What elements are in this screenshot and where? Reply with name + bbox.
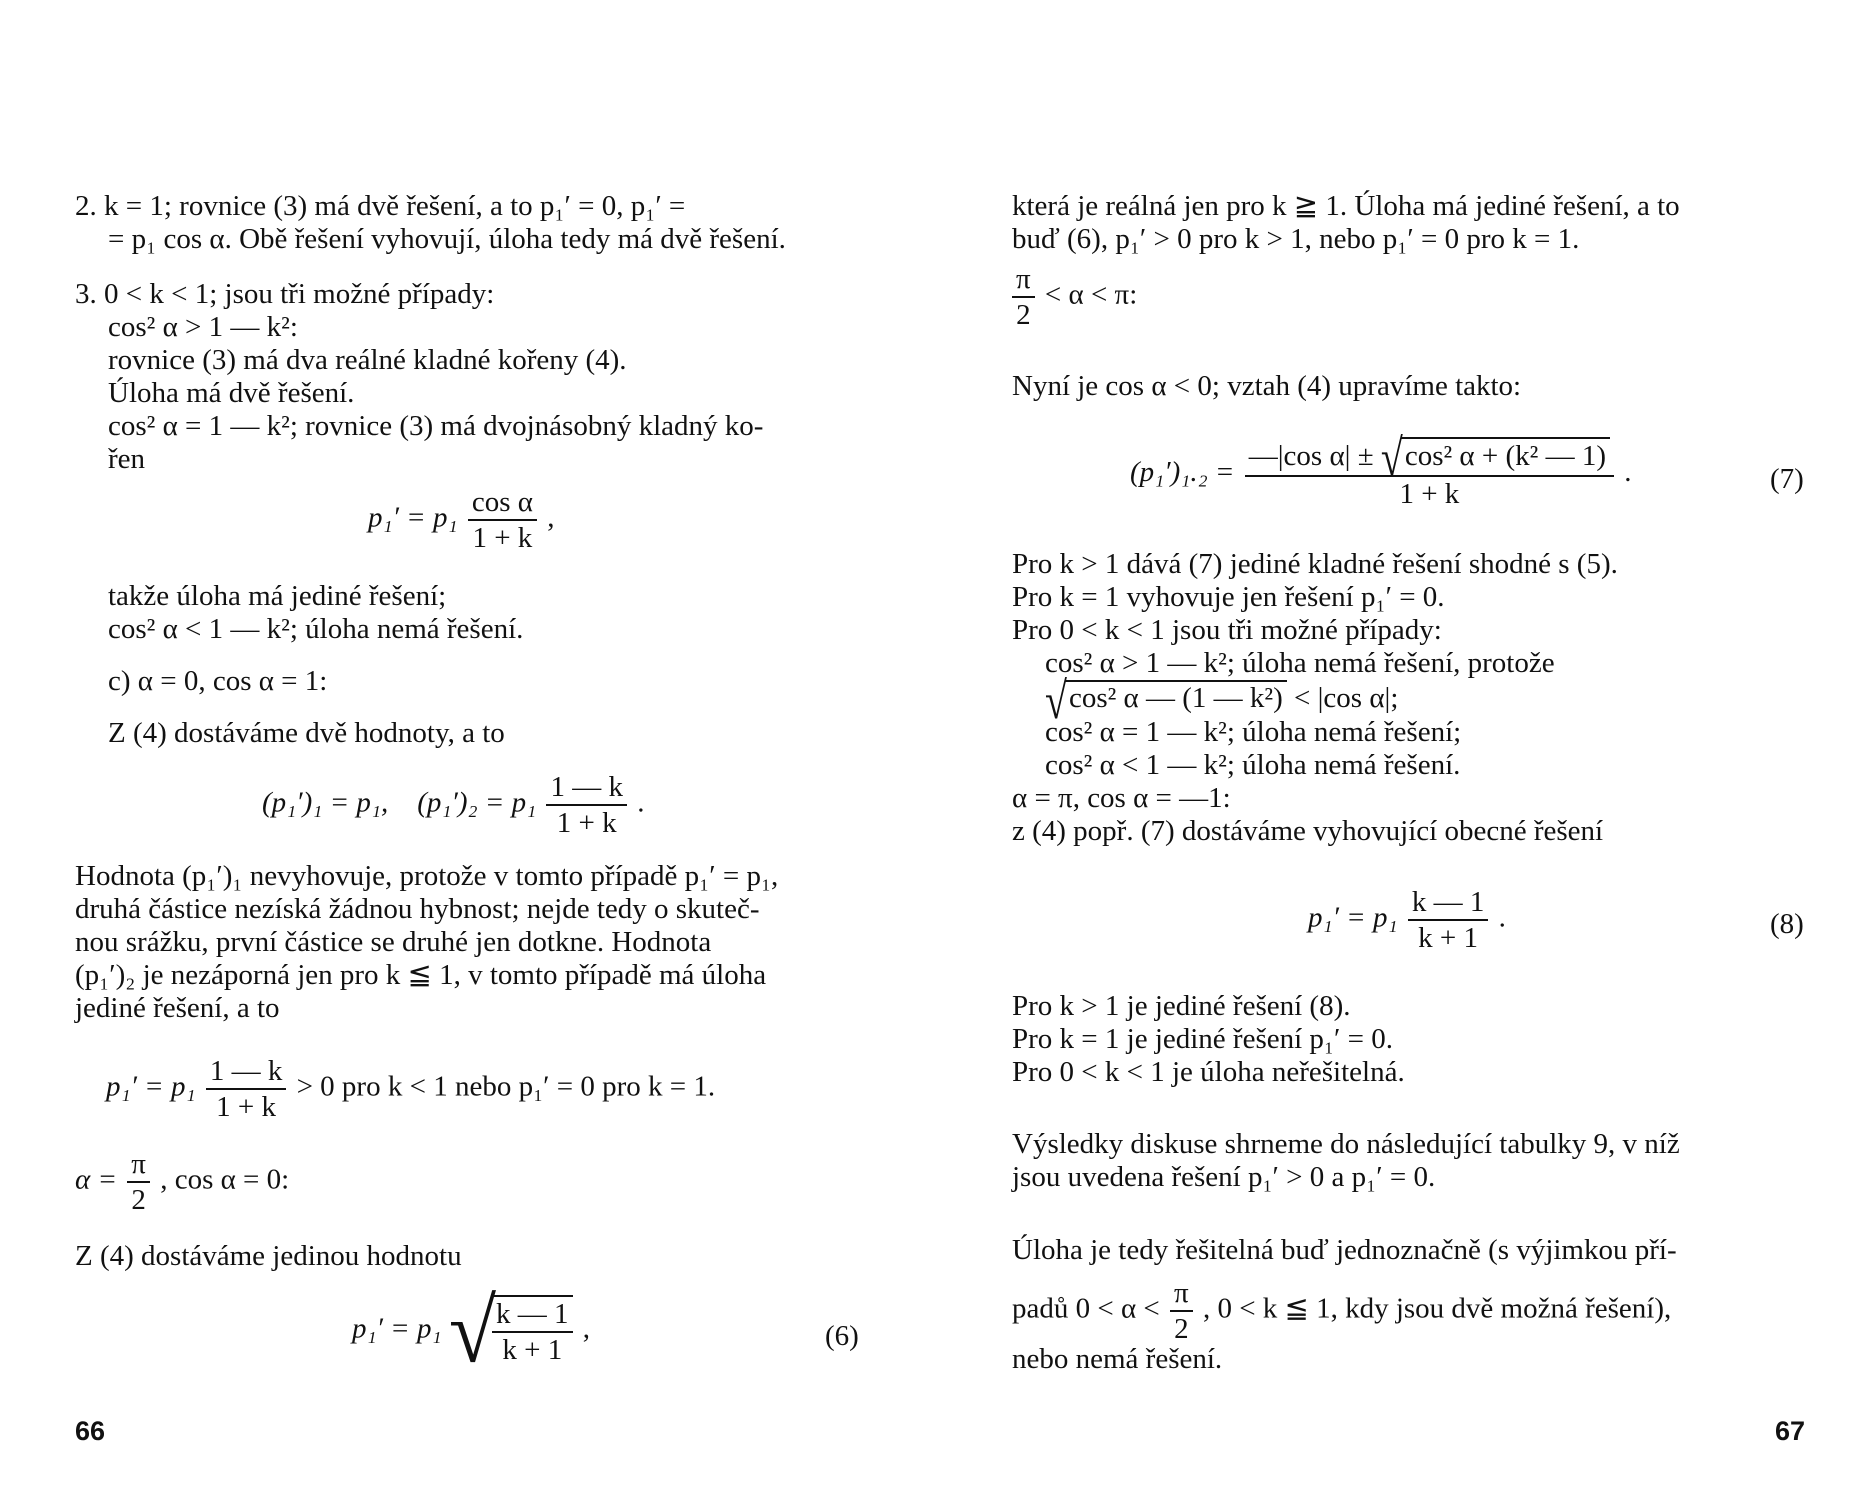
item-3-case2-cont: řen [108,443,146,475]
case-f-text: z (4) popř. (7) dostáváme vyhovující obecné řešení [1012,815,1604,847]
line2-k-between: Pro 0 < k < 1 je úloha neřešitelná. [1012,1056,1405,1088]
eq-end: , [582,1312,591,1345]
item-3-case2: cos² α = 1 — k²; rovnice (3) má dvojnásobný kladný ko- [108,410,764,442]
eq-denominator: 1 + k [1399,478,1460,511]
equation-number-6: (6) [825,1320,859,1352]
case-d-heading [75,1147,289,1217]
sqrt-sign: √ [448,1280,497,1382]
case-c-heading: c) α = 0, cos α = 1: [108,665,328,697]
line2-k-eq-1: Pro k = 1 je jediné řešení p₁′ = 0. [1012,1023,1393,1055]
eq-end: . [1624,455,1632,488]
case-d-lhs: α = [75,1163,118,1196]
line-k-gt-1: Pro k > 1 dává (7) jediné kladné řešení shodné s (5). [1012,548,1618,580]
eq-end: . [1498,901,1506,934]
paragraph-line-1: Hodnota (p₁′)₁ nevyhovuje, protože v tomto případě p₁′ = p₁, [75,860,779,892]
item-3-case1-text: rovnice (3) má dva reálné kladné kořeny (4). [108,344,627,376]
eq-denominator: 1 + k [556,807,617,839]
eq-denominator: 1 + k [472,522,533,554]
equation-7 [1130,428,1632,511]
eq-value-1: (p₁′)₁ = p₁, [262,786,389,819]
case-e-denominator: 2 [1016,299,1031,331]
eq-condition: > 0 pro k < 1 nebo p₁′ = 0 pro k = 1. [296,1070,716,1103]
eq-fraction [468,485,537,555]
eq-end: . [637,786,645,819]
eq-fraction [546,770,627,840]
eq-numerator: cos α [468,485,537,521]
eq-fraction [1245,428,1614,511]
right-page [935,0,1870,1500]
item-2-line1: 2. k = 1; rovnice (3) má dvě řešení, a to p₁′ = 0, p₁′ = [75,190,686,222]
case-d-text: Z (4) dostáváme jedinou hodnotu [75,1240,462,1272]
eq-denominator: k + 1 [1418,922,1478,954]
item-2-line2: = p₁ cos α. Obě řešení vyhovují, úloha tedy má dvě řešení. [108,223,786,255]
eq-numerator: 1 — k [206,1054,287,1090]
case-c-text: Z (4) dostáváme dvě hodnoty, a to [108,717,505,749]
sub-case-1-root [1045,671,1399,730]
paragraph-line-4: (p₁′)₂ je nezáporná jen pro k ≦ 1, v tomto případě má úloha [75,959,767,991]
eq-lhs: p₁′ = p₁ [368,501,458,534]
top-line-2: buď (6), p₁′ > 0 pro k > 1, nebo p₁′ = 0 pro k = 1. [1012,223,1580,255]
eq-end: , [547,501,555,534]
eq-fraction [206,1054,287,1124]
case-d-fraction [127,1147,150,1217]
top-line-1: která je reálná jen pro k ≧ 1. Úloha má jediné řešení, a to [1012,190,1680,222]
equation-number-7: (7) [1770,463,1804,495]
eq-value-2-lhs: (p₁′)₂ = p₁ [417,786,537,819]
eq-numerator: 1 — k [546,770,627,806]
final-line-1: Úloha je tedy řešitelná buď jednoznačně (s výjimkou pří- [1012,1234,1677,1266]
sub-case-rest: < |cos α|; [1294,682,1399,714]
case-d-numerator: π [127,1147,150,1183]
eq-lhs: p₁′ = p₁ [106,1070,196,1103]
paragraph-line-3: nou srážku, první částice se druhé jen dotkne. Hodnota [75,926,712,958]
equation-8 [1308,885,1506,955]
eq-radicand: cos² α + (k² — 1) [1401,437,1610,473]
sqrt-sign: √ [1380,428,1403,487]
case-e-heading [1012,262,1137,332]
final-fraction [1170,1276,1193,1346]
line2-k-gt-1: Pro k > 1 je jediné řešení (8). [1012,990,1351,1022]
item-3-case3: cos² α < 1 — k²; úloha nemá řešení. [108,613,524,645]
text-now: Nyní je cos α < 0; vztah (4) upravíme takto: [1012,370,1522,402]
eq-fraction [1408,885,1489,955]
sub-case-radicand: cos² α — (1 — k²) [1065,680,1287,715]
eq-lhs: p₁′ = p₁ [352,1312,442,1345]
case-e-fraction [1012,262,1035,332]
eq-denominator: 1 + k [216,1091,276,1123]
final-line-3: nebo nemá řešení. [1012,1343,1223,1375]
item-3-heading: 3. 0 < k < 1; jsou tři možné případy: [75,278,495,310]
eq-numerator: k — 1 [492,1297,573,1333]
summary-line-2: jsou uvedena řešení p₁′ > 0 a p₁′ = 0. [1012,1161,1436,1193]
equation-single-solution [106,1054,715,1124]
page-number-left: 66 [75,1416,106,1446]
case-e-numerator: π [1012,262,1035,298]
final-line-2-a: padů 0 < α < [1012,1292,1160,1325]
item-3-case2-result: takže úloha má jediné řešení; [108,580,447,612]
item-3-case1: cos² α > 1 — k²: [108,311,298,343]
final-line-2-b: , 0 < k ≦ 1, kdy jsou dvě možná řešení), [1202,1292,1672,1325]
paragraph-line-2: druhá částice nezíská žádnou hybnost; nejde tedy o skuteč- [75,893,760,925]
eq-denominator: k + 1 [502,1334,563,1366]
eq-lhs: (p₁′)₁.₂ = [1130,455,1235,488]
case-d-denominator: 2 [131,1184,146,1216]
equation-double-root [368,485,554,555]
paragraph-line-5: jediné řešení, a to [75,992,280,1024]
item-3-case1-result: Úloha má dvě řešení. [108,377,355,409]
equation-number-8: (8) [1770,908,1804,940]
eq-fraction [492,1295,573,1367]
case-f-heading: α = π, cos α = —1: [1012,782,1231,814]
final-numerator: π [1170,1276,1193,1312]
sub-case-3: cos² α < 1 — k²; úloha nemá řešení. [1045,749,1461,781]
case-e-rest: < α < π: [1044,278,1138,311]
eq-numerator: k — 1 [1408,885,1489,921]
eq-numerator-a: —|cos α| ± [1248,440,1374,472]
sqrt-sign: √ [1045,671,1067,730]
page-number-right: 67 [1775,1416,1806,1446]
summary-line-1: Výsledky diskuse shrneme do následující tabulky 9, v níž [1012,1128,1680,1160]
eq-numerator [1245,428,1614,487]
sub-case-2: cos² α = 1 — k²; úloha nemá řešení; [1045,716,1462,748]
line-k-eq-1: Pro k = 1 vyhovuje jen řešení p₁′ = 0. [1012,581,1445,613]
final-denominator: 2 [1174,1313,1189,1345]
final-line-2 [1012,1276,1671,1346]
equation-two-values [262,770,644,840]
sub-case-1: cos² α > 1 — k²; úloha nemá řešení, protože [1045,647,1555,679]
line-k-between: Pro 0 < k < 1 jsou tři možné případy: [1012,614,1442,646]
equation-6 [352,1280,591,1382]
eq-lhs: p₁′ = p₁ [1308,901,1398,934]
case-d-rest: , cos α = 0: [160,1163,290,1196]
